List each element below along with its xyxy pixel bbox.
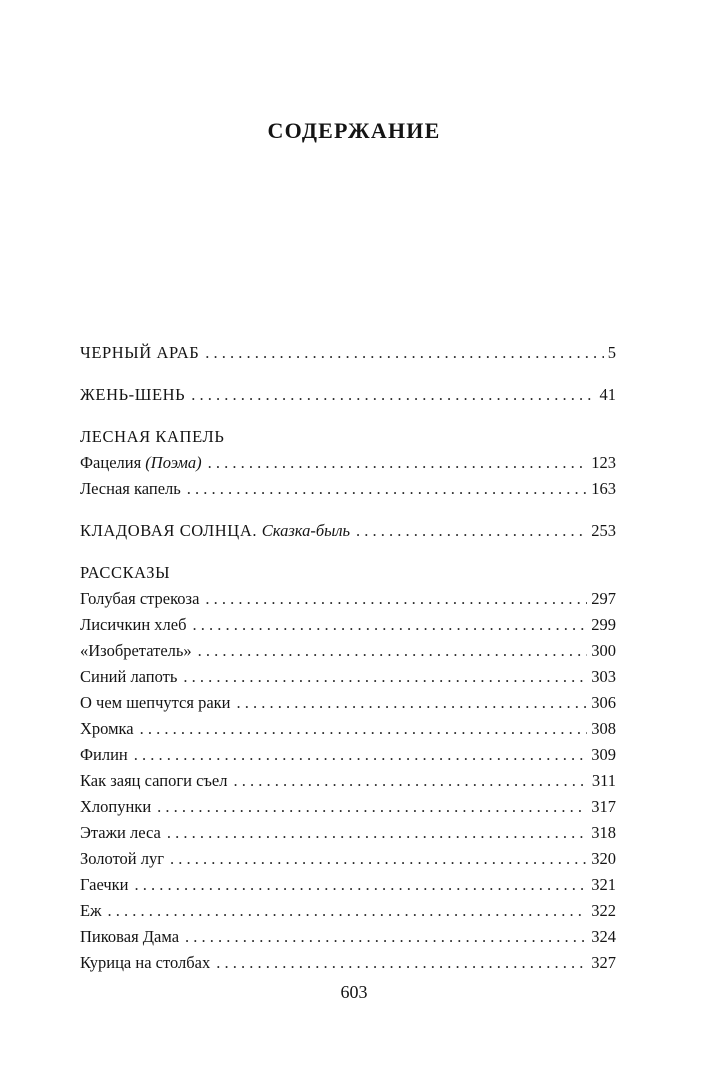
toc-entry[interactable] bbox=[80, 950, 616, 976]
toc-entry-page: 297 bbox=[591, 589, 616, 608]
toc-entry-label: Лесная капель bbox=[80, 479, 181, 498]
toc-entry-label: Курица на столбах bbox=[80, 953, 211, 972]
toc-entry[interactable] bbox=[80, 690, 616, 716]
dot-leader bbox=[135, 872, 588, 898]
toc-entry-label: Этажи леса bbox=[80, 823, 161, 842]
toc-entry-label: КЛАДОВАЯ СОЛНЦА. Сказка-быль bbox=[80, 521, 351, 540]
toc-entry-page: 317 bbox=[591, 797, 616, 816]
dot-leader bbox=[187, 476, 587, 502]
table-of-contents bbox=[80, 340, 616, 976]
dot-leader bbox=[140, 716, 588, 742]
section-heading-lesnaya-kapel: ЛЕСНАЯ КАПЕЛЬ bbox=[80, 427, 225, 446]
dot-leader bbox=[167, 820, 587, 846]
toc-entry-cherny-arab[interactable] bbox=[80, 340, 616, 366]
page-title: СОДЕРЖАНИЕ bbox=[267, 118, 441, 143]
toc-entry-page: 321 bbox=[591, 875, 616, 894]
toc-entry-label: Как заяц сапоги съел bbox=[80, 771, 228, 790]
toc-entry-label: Синий лапоть bbox=[80, 667, 178, 686]
toc-entry-label: Пиковая Дама bbox=[80, 927, 180, 946]
toc-entry-page: 308 bbox=[591, 719, 616, 738]
toc-entry-page: 322 bbox=[591, 901, 616, 920]
toc-entry-page: 299 bbox=[591, 615, 616, 634]
toc-entry[interactable] bbox=[80, 716, 616, 742]
toc-entry-label: Голубая стрекоза bbox=[80, 589, 200, 608]
toc-entry[interactable] bbox=[80, 664, 616, 690]
toc-entry[interactable] bbox=[80, 586, 616, 612]
toc-entry[interactable] bbox=[80, 898, 616, 924]
toc-entry-facelia[interactable] bbox=[80, 450, 616, 476]
toc-entry-label: Еж bbox=[80, 901, 102, 920]
dot-leader bbox=[205, 586, 587, 612]
toc-entry-subtitle: (Поэма) bbox=[145, 453, 202, 472]
toc-entry-label: Филин bbox=[80, 745, 128, 764]
toc-entry[interactable] bbox=[80, 612, 616, 638]
rasskazy-list bbox=[80, 586, 616, 976]
toc-entry-label: Гаечки bbox=[80, 875, 129, 894]
dot-leader bbox=[192, 612, 587, 638]
dot-leader bbox=[234, 768, 588, 794]
dot-leader bbox=[198, 638, 588, 664]
dot-leader bbox=[183, 664, 587, 690]
toc-entry-label: Лисичкин хлеб bbox=[80, 615, 187, 634]
toc-entry-label: ЧЕРНЫЙ АРАБ bbox=[80, 343, 200, 362]
toc-entry-page: 303 bbox=[591, 667, 616, 686]
section-heading-rasskazy: РАССКАЗЫ bbox=[80, 563, 171, 582]
toc-entry-page: 253 bbox=[591, 521, 616, 540]
dot-leader bbox=[157, 794, 587, 820]
toc-entry[interactable] bbox=[80, 872, 616, 898]
toc-entry-page: 163 bbox=[591, 479, 616, 498]
toc-entry-page: 318 bbox=[591, 823, 616, 842]
toc-entry-page: 327 bbox=[591, 953, 616, 972]
toc-entry-label: Золотой луг bbox=[80, 849, 165, 868]
toc-entry-lesnaya-kapel[interactable] bbox=[80, 476, 616, 502]
toc-entry-label: Хромка bbox=[80, 719, 134, 738]
toc-entry-kladovaya-solntsa[interactable] bbox=[80, 518, 616, 544]
dot-leader bbox=[216, 950, 587, 976]
dot-leader bbox=[170, 846, 587, 872]
toc-entry-page: 320 bbox=[591, 849, 616, 868]
toc-entry[interactable] bbox=[80, 924, 616, 950]
page-number: 603 bbox=[340, 982, 368, 1002]
toc-entry-page: 306 bbox=[591, 693, 616, 712]
toc-entry-zhen-shen[interactable] bbox=[80, 382, 616, 408]
dot-leader bbox=[107, 898, 587, 924]
toc-entry-label: Хлопунки bbox=[80, 797, 152, 816]
toc-entry-page: 5 bbox=[607, 343, 616, 362]
toc-entry-subtitle: Сказка-быль bbox=[261, 521, 351, 540]
toc-entry-page: 324 bbox=[591, 927, 616, 946]
toc-entry-page: 309 bbox=[591, 745, 616, 764]
toc-entry-label: Фацелия (Поэма) bbox=[80, 453, 202, 472]
dot-leader bbox=[356, 518, 587, 544]
toc-entry[interactable] bbox=[80, 820, 616, 846]
dot-leader bbox=[205, 340, 603, 366]
dot-leader bbox=[237, 690, 588, 716]
toc-entry-label: О чем шепчутся раки bbox=[80, 693, 231, 712]
toc-entry-label: ЖЕНЬ-ШЕНЬ bbox=[80, 385, 186, 404]
toc-entry[interactable] bbox=[80, 794, 616, 820]
toc-entry[interactable] bbox=[80, 846, 616, 872]
dot-leader bbox=[191, 382, 595, 408]
dot-leader bbox=[185, 924, 587, 950]
toc-entry[interactable] bbox=[80, 742, 616, 768]
toc-entry[interactable] bbox=[80, 638, 616, 664]
toc-entry-page: 123 bbox=[591, 453, 616, 472]
dot-leader bbox=[134, 742, 587, 768]
toc-entry[interactable] bbox=[80, 768, 616, 794]
toc-entry-page: 311 bbox=[591, 771, 616, 790]
dot-leader bbox=[208, 450, 588, 476]
toc-entry-label: «Изобретатель» bbox=[80, 641, 192, 660]
toc-entry-page: 41 bbox=[599, 385, 616, 404]
toc-entry-page: 300 bbox=[591, 641, 616, 660]
